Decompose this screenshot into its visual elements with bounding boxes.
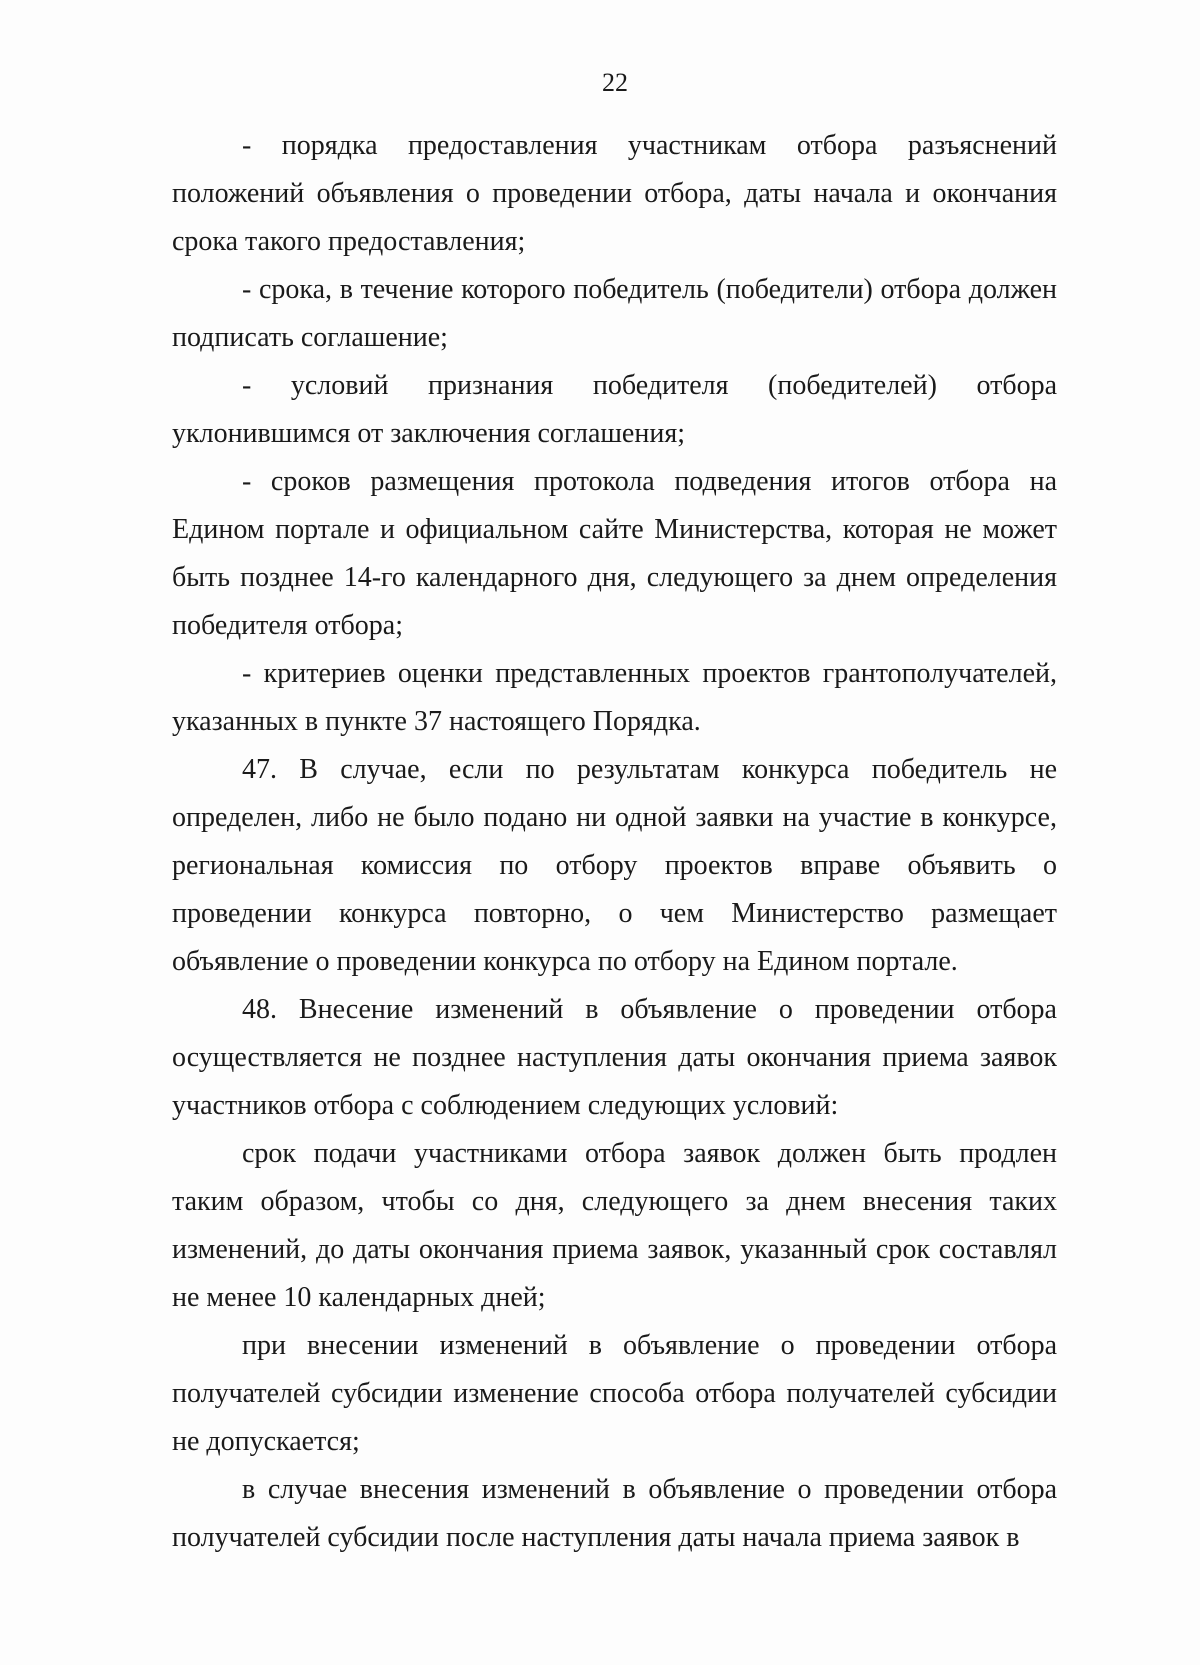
document-body [172,122,1057,1562]
paragraph-method-change: при внесении изменений в объявление о проведении отбора получателей субсидии изменение способа отбора получателей субсидии не допускается; [172,1330,1057,1457]
paragraph-evasion-conditions: - условий признания победителя (победителей) отбора уклонившимся от заключения соглашения; [172,370,1057,449]
paragraph-protocol-publication: - сроков размещения протокола подведения итогов отбора на Едином портале и официальном сайте Министерства, которая не может быть позднее 14-го календарного дня, следующего за днем определения победителя отбора; [172,466,1057,641]
page-number: 22 [602,68,628,97]
paragraph-evaluation-criteria: - критериев оценки представленных проектов грантополучателей, указанных в пункте 37 настоящего Порядка. [172,658,1057,737]
paragraph-changes-after-start: в случае внесения изменений в объявление о проведении отбора получателей субсидии после наступления даты начала приема заявок в [172,1474,1057,1553]
paragraph-explanations-procedure: - порядка предоставления участникам отбора разъяснений положений объявления о проведении отбора, даты начала и окончания срока такого предоставления; [172,130,1057,257]
paragraph-signing-term: - срока, в течение которого победитель (победители) отбора должен подписать соглашение; [172,274,1057,353]
paragraph-clause-48: 48. Внесение изменений в объявление о проведении отбора осуществляется не позднее наступления даты окончания приема заявок участников отбора с соблюдением следующих условий: [172,994,1057,1121]
paragraph-clause-47: 47. В случае, если по результатам конкурса победитель не определен, либо не было подано ни одной заявки на участие в конкурсе, региональная комиссия по отбору проектов вправе объявить о проведении конкурса повторно, о чем Министерство размещает объявление о проведении конкурса по отбору на Едином портале. [172,754,1057,977]
paragraph-deadline-extension: срок подачи участниками отбора заявок должен быть продлен таким образом, чтобы со дня, следующего за днем внесения таких изменений, до даты окончания приема заявок, указанный срок составлял не менее 10 календарных дней; [172,1138,1057,1313]
